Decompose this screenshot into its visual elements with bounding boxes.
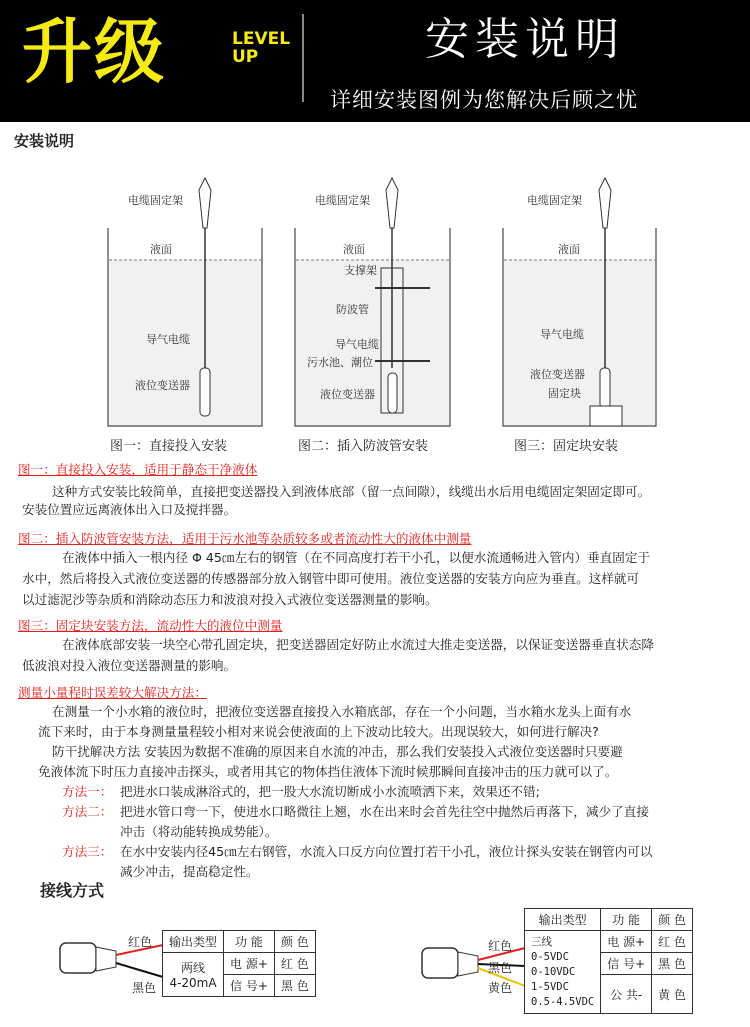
upgrade-title: 升级 xyxy=(22,11,166,93)
lt-type2: 4-20mA xyxy=(169,976,217,990)
p3-line1: 在液体底部安装一块空心带孔固定块，把变送器固定好防止水流过大推走变送器，以保证变送器垂直状态降 xyxy=(62,637,654,652)
method2-line2: 冲击（将动能转换成势能）。 xyxy=(120,824,278,839)
level-text: LEVEL xyxy=(232,29,291,49)
d2-sewage-label: 污水池、潮位 xyxy=(307,356,373,369)
rt-h-type: 输出类型 xyxy=(525,909,601,931)
p2-heading: 图二：插入防波管安装方法，适用于污水池等杂质较多或者流动性大的液体中测量 xyxy=(18,531,472,546)
d1-liquid-label: 液面 xyxy=(150,243,172,256)
method1-text: 把进水口装成淋浴式的，把一股大水流切断成小水流喷洒下来，效果还不错; xyxy=(120,784,540,799)
left-red-label: 红色 xyxy=(128,935,153,949)
d1-cable-label: 导气电缆 xyxy=(146,333,190,346)
lt-type: 两线 xyxy=(181,961,206,975)
method2-label: 方法二： xyxy=(62,804,113,819)
rt-c1: 红 色 xyxy=(652,931,693,953)
rt-f1: 电 源+ xyxy=(601,931,652,953)
p4-line4: 免液体流下时压力直接冲击探头，或者用其它的物体挡住液体下流时候那瞬间直接冲击的压力就可以了。 xyxy=(38,764,618,779)
right-black-label: 黑色 xyxy=(488,961,513,975)
p3-heading: 图三：固定块安装方法，流动性大的液位中测量 xyxy=(18,618,283,633)
d2-cable-holder-label: 电缆固定架 xyxy=(315,194,370,207)
method3-line1: 在水中安装内径45㎝左右钢管，水流入口反方向位置打若干小孔，液位计探头安装在钢管内可以 xyxy=(120,844,653,859)
d2-transmitter-label: 液位变送器 xyxy=(320,388,375,401)
d2-cable-label: 导气电缆 xyxy=(335,338,379,351)
rt-h-func: 功 能 xyxy=(601,909,652,931)
rt-t5: 0.5-4.5VDC xyxy=(531,995,595,1008)
rt-f2: 信 号+ xyxy=(601,953,652,975)
p4-line1: 在测量一个小水箱的液位时，把液位变送器直接投入水箱底部，存在一个小问题，当水箱水龙头上面有水 xyxy=(52,704,632,719)
p4-line2: 流下来时，由于本身测量量程较小相对来说会使液面的上下波动比较大。出现误较大，如何进行解决? xyxy=(38,724,599,739)
p1-line1: 这种方式安装比较简单，直接把变送器投入到液体底部（留一点间隙），线缆出水后用电缆固定架固定即可。 xyxy=(52,484,651,499)
diagram-3 xyxy=(503,178,656,454)
p2-line3: 以过滤泥沙等杂质和消除动态压力和波浪对投入式液位变送器测量的影响。 xyxy=(22,592,438,607)
left-black-label: 黑色 xyxy=(132,981,157,995)
d3-caption: 图三：固定块安装 xyxy=(514,439,619,454)
lt-h-func: 功 能 xyxy=(224,931,275,953)
level-up-label xyxy=(232,30,290,66)
wiring-table-3wire xyxy=(524,908,693,1014)
d3-cable-holder-label: 电缆固定架 xyxy=(527,194,582,207)
wiring-title: 接线方式 xyxy=(40,881,105,900)
method2-line1: 把进水管口弯一下，使进水口略微往上翘，水在出来时会首先往空中抛然后再落下，减少了直接 xyxy=(120,804,649,819)
d3-transmitter-label: 液位变送器 xyxy=(530,368,585,381)
p2-line2: 水中，然后将投入式液位变送器的传感器部分放入钢管中即可使用。液位变送器的安装方向应为垂直。这样就可 xyxy=(22,571,640,586)
d1-caption: 图一：直接投入安装 xyxy=(110,439,228,454)
method1-label: 方法一： xyxy=(62,784,113,799)
lt-h-type: 输出类型 xyxy=(163,931,224,953)
method3-label: 方法三： xyxy=(62,844,113,859)
d1-transmitter-label: 液位变送器 xyxy=(135,379,190,392)
diagram-1 xyxy=(108,178,262,454)
right-yellow-label: 黄色 xyxy=(488,981,513,995)
d1-cable-holder-label: 电缆固定架 xyxy=(128,194,183,207)
right-red-label: 红色 xyxy=(488,939,513,953)
rt-t1: 三线 xyxy=(531,935,552,948)
d3-block-label: 固定块 xyxy=(548,387,581,400)
lt-c1: 红 色 xyxy=(274,953,315,975)
p2-line1: 在液体中插入一根内径 Φ 45㎝左右的钢管（在不同高度打若干小孔，以便水流通畅进入管内）垂直固定于 xyxy=(62,550,651,565)
rt-f3: 公 共- xyxy=(601,975,652,1014)
rt-t2: 0-5VDC xyxy=(531,950,569,963)
page-subtitle: 详细安装图例为您解决后顾之忧 xyxy=(330,88,638,112)
sensor-3wire-icon xyxy=(420,938,530,1003)
rt-t3: 0-10VDC xyxy=(531,965,576,978)
d2-support-label: 支撑架 xyxy=(344,264,377,277)
diagram-2 xyxy=(295,178,450,454)
rt-c2: 黑 色 xyxy=(652,953,693,975)
up-text: UP xyxy=(232,47,259,67)
installation-diagrams xyxy=(0,168,750,468)
p1-line2: 安装位置应远离液体出入口及搅拌器。 xyxy=(22,502,237,517)
section-title: 安装说明 xyxy=(14,132,75,150)
rt-c3: 黄 色 xyxy=(652,975,693,1014)
lt-f1: 电 源+ xyxy=(224,953,275,975)
page-title: 安装说明 xyxy=(425,14,625,65)
rt-t4: 1-5VDC xyxy=(531,980,569,993)
d2-caption: 图二：插入防波管安装 xyxy=(298,439,429,454)
divider xyxy=(302,14,304,102)
wiring-table-2wire xyxy=(162,930,316,997)
lt-c2: 黑 色 xyxy=(274,975,315,997)
p4-line3: 防干扰解决方法 安装因为数据不准确的原因来自水流的冲击，那么我们安装投入式液位变送器时只要避 xyxy=(52,744,623,759)
d2-liquid-label: 液面 xyxy=(343,243,365,256)
method3-line2: 减少冲击，提高稳定性。 xyxy=(120,864,259,879)
d2-pipe-label: 防波管 xyxy=(336,303,369,316)
d3-cable-label: 导气电缆 xyxy=(540,328,584,341)
p1-heading: 图一：直接投入安装，适用于静态干净液体 xyxy=(18,462,258,477)
rt-h-color: 颜 色 xyxy=(652,909,693,931)
lt-h-color: 颜 色 xyxy=(274,931,315,953)
header-banner xyxy=(0,0,750,122)
p3-line2: 低波浪对投入液位变送器测量的影响。 xyxy=(22,658,237,673)
p4-heading: 测量小量程时误差较大解决方法： xyxy=(18,685,207,700)
lt-type-cell xyxy=(163,953,224,997)
lt-f2: 信 号+ xyxy=(224,975,275,997)
d3-liquid-label: 液面 xyxy=(558,243,580,256)
rt-type-cell xyxy=(525,931,601,1014)
